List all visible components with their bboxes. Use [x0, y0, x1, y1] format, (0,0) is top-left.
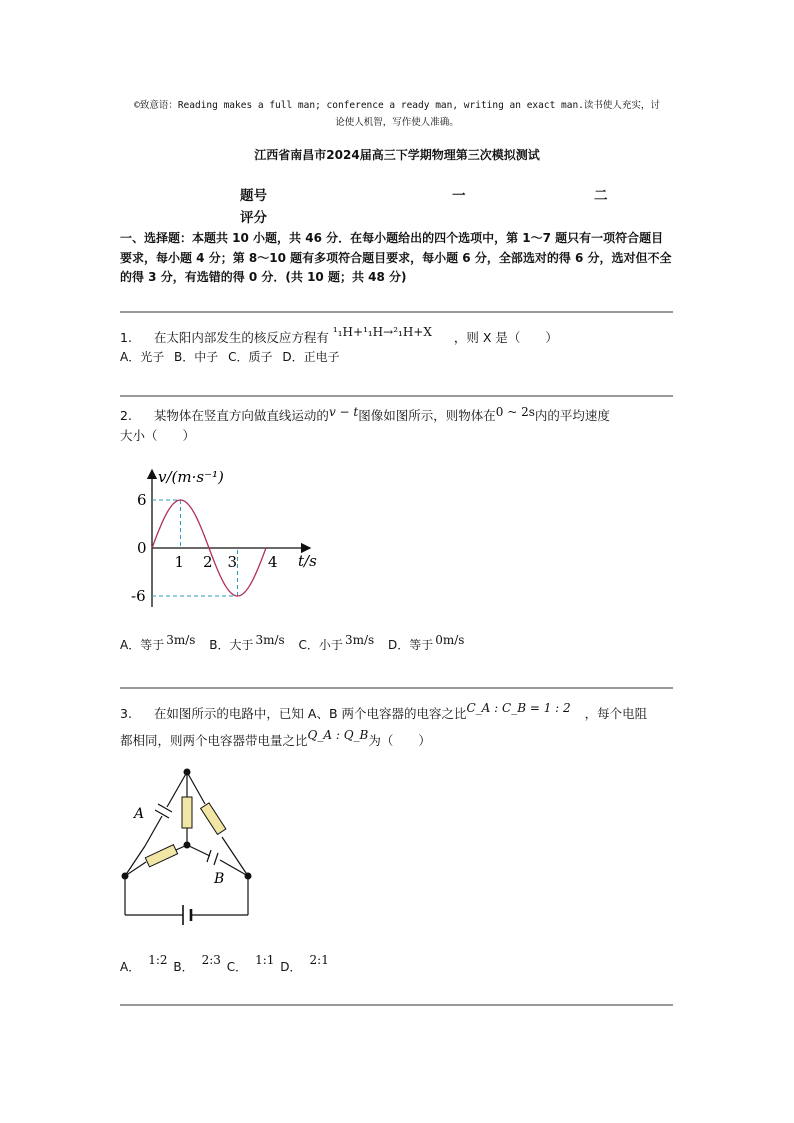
question-text: 都相同，则两个电容器带电量之比 [120, 733, 308, 748]
score-table-score-label: 评分 [240, 210, 267, 226]
divider [120, 687, 673, 689]
resistor-top [182, 797, 192, 828]
capacitor-b-plate [214, 853, 218, 865]
option-label: B．大于 [209, 638, 254, 652]
x-axis-label: t/s [298, 552, 317, 570]
math-vt: v − t [328, 405, 359, 419]
section-heading: 一、选择题：本题共 10 小题，共 46 分．在每小题给出的四个选项中，第 1～7 题只有一项符合题目要求，每小题 4 分；第 8～10 题有多项符合题目要求，每小题 6 分，全部选对的得 6 分，选对但不全的得 3 分，有选错的得 0 分．(共 10 题；共 48 分) [120, 231, 672, 284]
option-value: 1:2 [148, 953, 168, 967]
question-text-end: 内的平均速度 [534, 408, 610, 423]
x-tick-label: 2 [203, 553, 213, 571]
option-value: 3m/s [344, 633, 375, 647]
option-value: 1:1 [255, 953, 275, 967]
node-left [122, 873, 129, 880]
option-b[interactable] [173, 953, 223, 974]
question-1 [120, 325, 680, 348]
y-axis-label: v/(m·s⁻¹) [158, 468, 224, 486]
option-label: A． [120, 960, 141, 974]
divider [120, 311, 673, 313]
question-3-line-2 [120, 728, 431, 751]
score-table-header-label: 题号 [240, 188, 267, 204]
circuit-diagram [110, 760, 270, 935]
wire [125, 846, 145, 876]
option-d[interactable] [387, 633, 474, 652]
question-number: 3. [120, 706, 132, 721]
page-title: 江西省南昌市2024届高三下学期物理第三次模拟测试 [254, 148, 540, 162]
question-number: 2. [120, 408, 132, 423]
motto [0, 97, 794, 131]
divider [120, 1004, 673, 1006]
question-text-end: ，每个电阻 [584, 706, 648, 721]
wire [125, 862, 146, 876]
question-text: 在如图所示的电路中，已知 A、B 两个电容器的电容之比 [153, 706, 467, 721]
option-label: B． [173, 960, 194, 974]
option-value: 2:3 [201, 953, 221, 967]
option-value: 0m/s [435, 633, 465, 647]
resistor-left [145, 845, 177, 867]
option-c[interactable]: C．质子 [228, 350, 273, 364]
option-a[interactable] [120, 953, 170, 974]
score-table-col-1: 一 [452, 188, 466, 204]
option-c[interactable] [298, 633, 385, 652]
nuclear-equation: ¹₁H+¹₁H→²₁H+X [332, 325, 432, 339]
question-number: 1. [120, 330, 132, 345]
math-capacitance-ratio: C_A : C_B = 1 : 2 [466, 701, 571, 715]
vt-graph [130, 462, 330, 612]
option-label: C．小于 [298, 638, 343, 652]
wire [222, 837, 248, 876]
option-a[interactable] [120, 633, 205, 652]
capacitor-a-label: A [134, 806, 145, 822]
question-text-end: 为（ ） [368, 733, 431, 748]
option-label: A．等于 [120, 638, 165, 652]
wire [187, 845, 210, 856]
y-tick-label: 0 [137, 539, 147, 557]
capacitor-b-plate [207, 850, 211, 862]
question-3-options [120, 953, 331, 975]
x-tick-label: 1 [174, 553, 185, 571]
question-3 [120, 701, 680, 724]
question-text: 某物体在竖直方向做直线运动的 [153, 408, 329, 423]
question-text-mid: 图像如图所示，则物体在 [358, 408, 496, 423]
divider [120, 395, 673, 397]
math-charge-ratio: Q_A : Q_B [307, 728, 369, 742]
x-tick-label: 4 [268, 553, 278, 571]
question-text: 在太阳内部发生的核反应方程有 [153, 330, 329, 345]
node-center [184, 842, 191, 849]
question-text-end: ，则 X 是（ ） [453, 330, 558, 345]
option-b[interactable]: B．中子 [174, 350, 219, 364]
y-tick-label: -6 [131, 587, 146, 605]
option-label: D． [280, 960, 302, 974]
option-c[interactable] [226, 953, 277, 974]
capacitor-b-label: B [214, 871, 225, 887]
option-value: 2:1 [309, 953, 329, 967]
option-label: C． [226, 960, 248, 974]
question-2 [120, 406, 680, 426]
resistor-right [201, 803, 226, 834]
option-value: 3m/s [166, 633, 196, 647]
option-d[interactable] [280, 953, 331, 974]
math-interval: 0 ~ 2s [495, 405, 535, 419]
option-d[interactable]: D．正电子 [282, 350, 340, 364]
question-1-options [120, 348, 340, 365]
question-2-options [120, 633, 474, 653]
option-value: 3m/s [255, 633, 285, 647]
capacitor-a-plate [158, 804, 172, 812]
node-right [245, 873, 252, 880]
x-tick-label: 3 [227, 553, 238, 571]
y-tick-label: 6 [137, 491, 147, 509]
node-top [184, 769, 191, 776]
option-label: D．等于 [387, 638, 434, 652]
option-b[interactable] [209, 633, 294, 652]
option-a[interactable]: A．光子 [120, 350, 165, 364]
motto-line-2: 论使人机智，写作使人准确。 [335, 117, 459, 128]
question-2-line-2: 大小（ ） [120, 428, 196, 443]
wire [145, 816, 162, 846]
motto-line-1: ©致意语：Reading makes a full man; conference a ready man, writing an exact man.读书使人充实，讨 [134, 100, 660, 111]
score-table-col-2: 二 [594, 188, 608, 204]
